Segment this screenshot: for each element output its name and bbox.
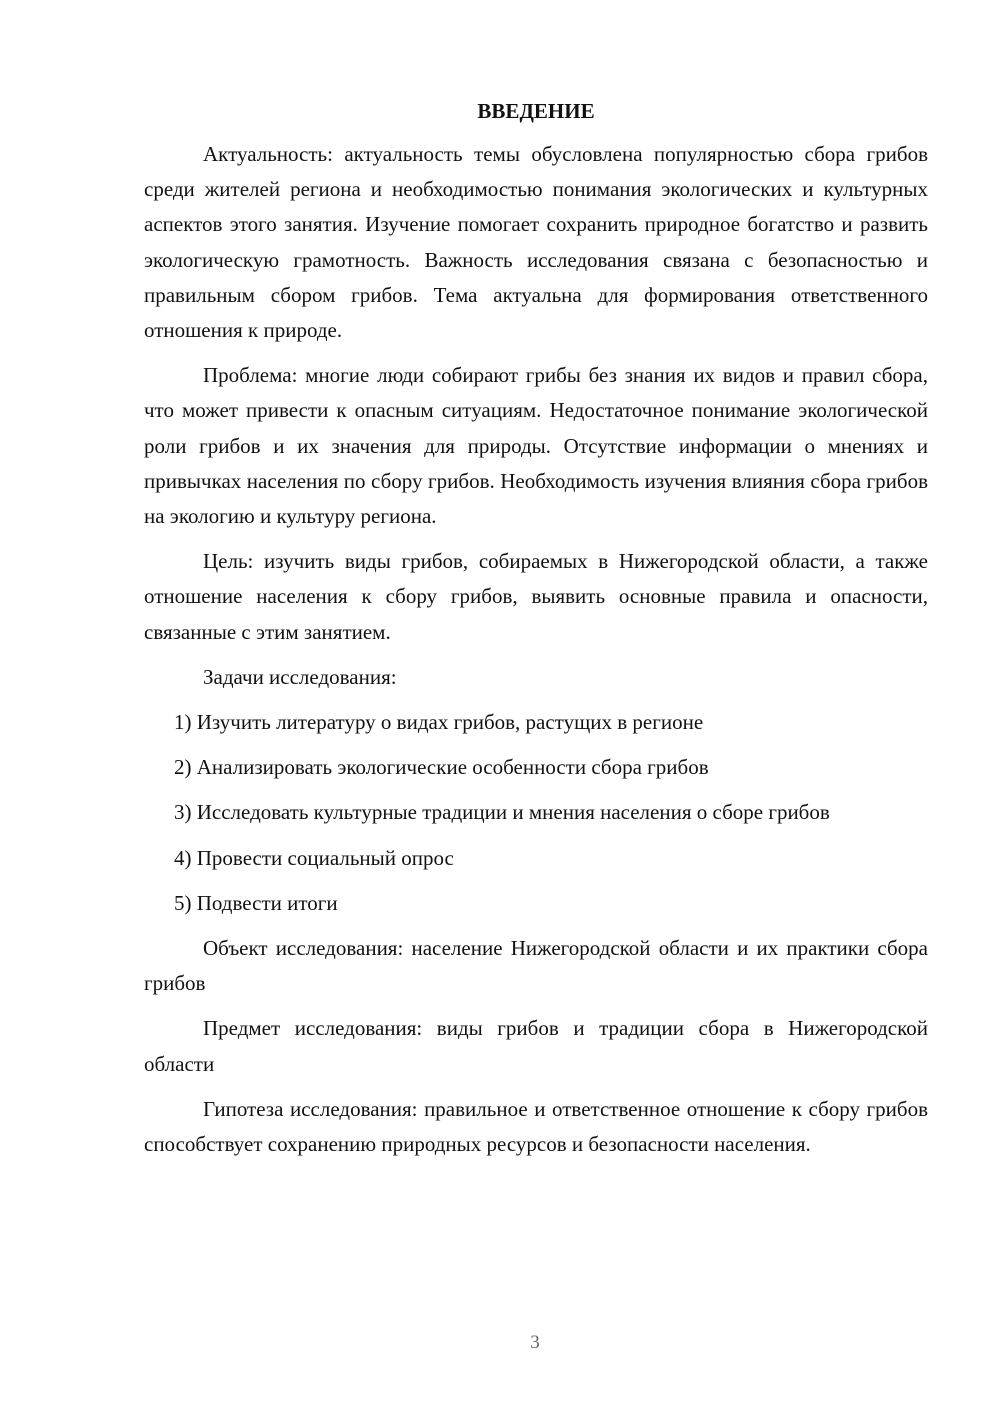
page-content (144, 94, 928, 1172)
task-item: 2) Анализировать экологические особенности сбора грибов (174, 755, 709, 780)
paragraph-object: Объект исследования: население Нижегородской области и их практики сбора грибов (144, 936, 928, 996)
paragraph-goal: Цель: изучить виды грибов, собираемых в Нижегородской области, а также отношение населения к сбору грибов, выявить основные правила и опасности, связанные с этим занятием. (144, 549, 928, 644)
task-item: 1) Изучить литературу о видах грибов, растущих в регионе (174, 710, 704, 735)
task-item: 4) Провести социальный опрос (174, 845, 454, 870)
page-number: 3 (530, 1332, 540, 1353)
page-title: ВВЕДЕНИЕ (477, 99, 595, 123)
paragraph-subject: Предмет исследования: виды грибов и традиции сбора в Нижегородской области (144, 1016, 928, 1076)
task-item: 3) Исследовать культурные традиции и мнения населения о сборе грибов (174, 800, 830, 825)
paragraph-problem: Проблема: многие люди собирают грибы без знания их видов и правил сбора, что может привести к опасным ситуациям. Недостаточное понимание экологической роли грибов и их значения для природы. Отсутствие информации о мнениях и привычках населения по сбору грибов. Необходимость изучения влияния сбора грибов на экологию и культуру региона. (144, 363, 928, 529)
task-item: 5) Подвести итоги (174, 890, 338, 915)
paragraph-relevance: Актуальность: актуальность темы обусловлена популярностью сбора грибов среди жителей региона и необходимостью понимания экологических и культурных аспектов этого занятия. Изучение помогает сохранить природное богатство и развить экологическую грамотность. Важность исследования связана с безопасностью и правильным сбором грибов. Тема актуальна для формирования ответственного отношения к природе. (144, 142, 928, 343)
tasks-heading: Задачи исследования: (203, 664, 397, 689)
paragraph-hypothesis: Гипотеза исследования: правильное и ответственное отношение к сбору грибов способствует сохранению природных ресурсов и безопасности населения. (144, 1096, 928, 1157)
